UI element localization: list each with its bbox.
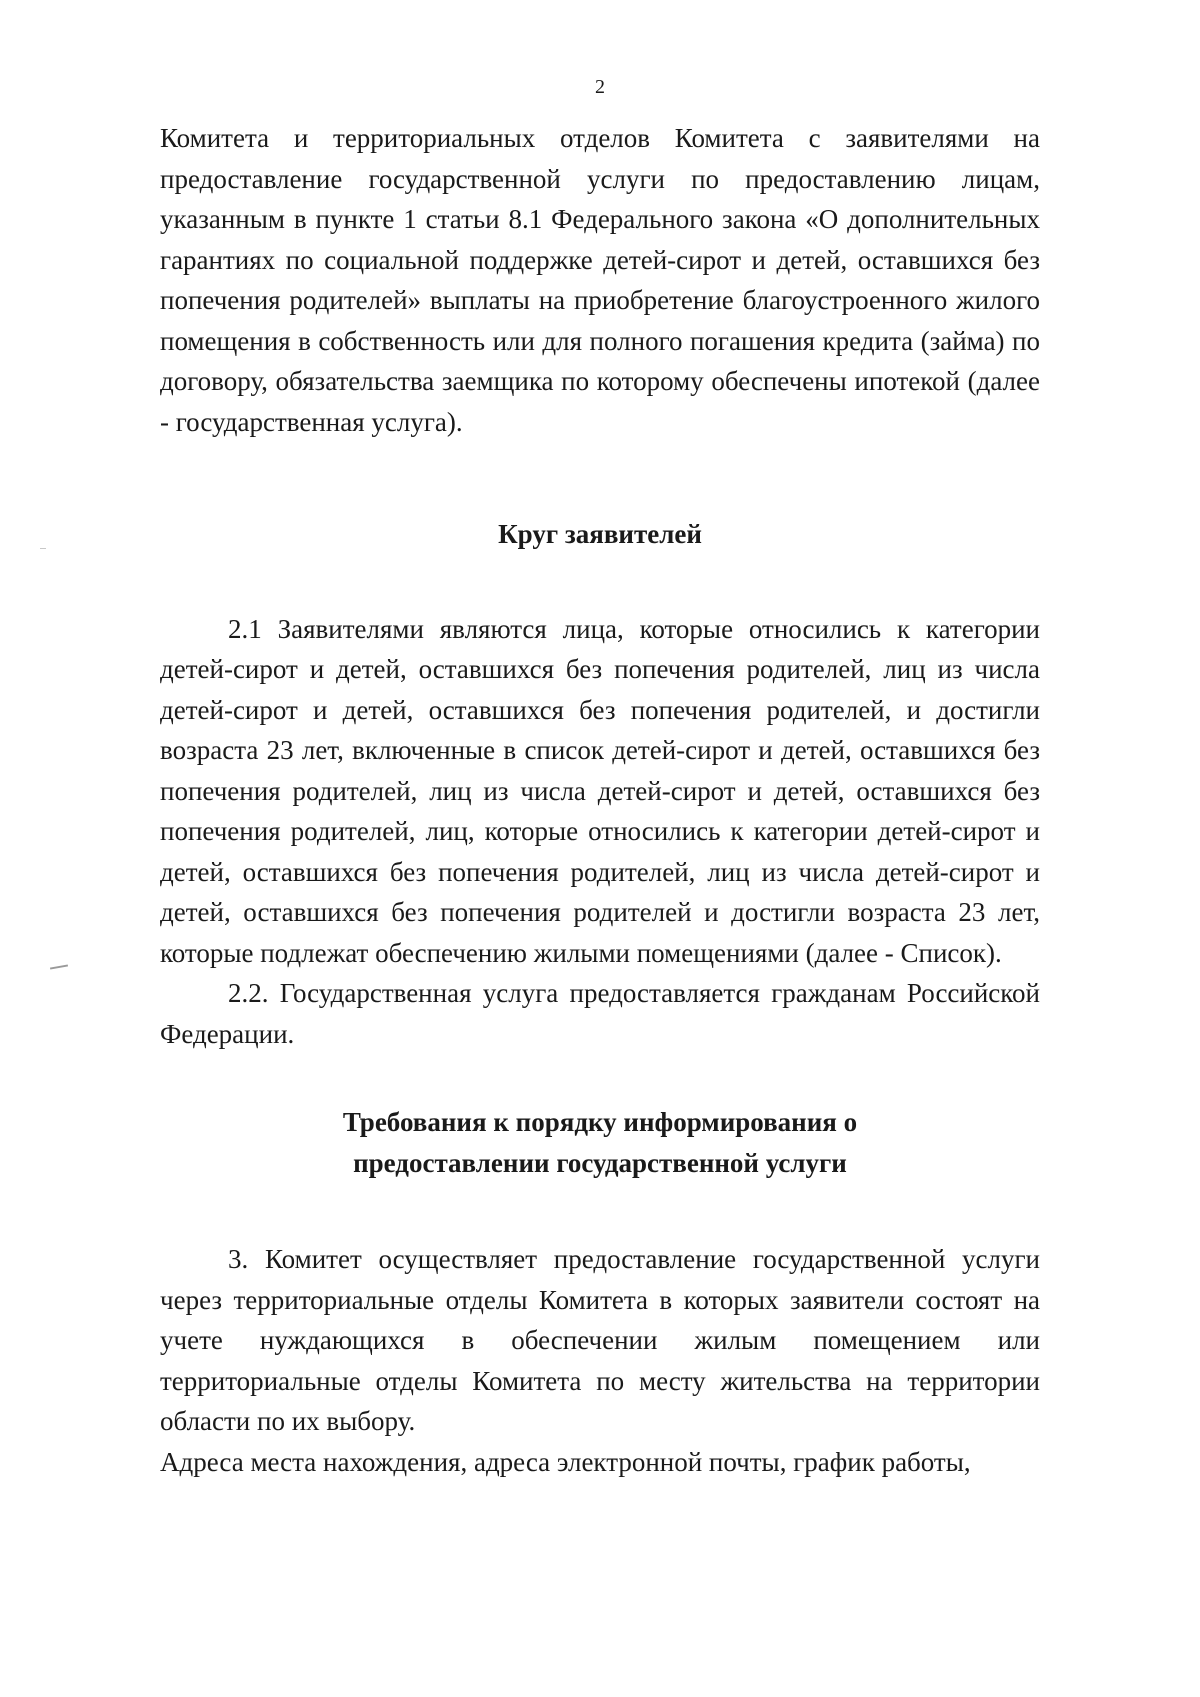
document-body xyxy=(160,118,1040,1482)
paragraph-2-1: 2.1 Заявителями являются лица, которые относились к категории детей-сирот и детей, оставшихся без попечения родителей, лиц из числа детей-сирот и детей, оставшихся без попечения родителей, и достигли возраста 23 лет, включенные в список детей-сирот и детей, оставшихся без попечения родителей, лиц из числа детей-сирот и детей, оставшихся без попечения родителей, лиц, которые относились к категории детей-сирот и детей, оставшихся без попечения родителей, лиц из числа детей-сирот и детей, оставшихся без попечения родителей и достигли возраста 23 лет, которые подлежат обеспечению жилыми помещениями (далее - Список). xyxy=(160,613,1040,968)
scan-margin-mark xyxy=(40,548,46,549)
section-heading-info-line2: предоставлении государственной услуги xyxy=(353,1147,847,1178)
paragraph-3: 3. Комитет осуществляет предоставление государственной услуги через территориальные отделы Комитета в которых заявители состоят на учете нуждающихся в обеспечении жилым помещением или территориальные отделы Комитета по месту жительства на территории области по их выбору. xyxy=(160,1244,1040,1436)
section-heading-applicants: Круг заявителей xyxy=(498,519,702,549)
intro-paragraph: Комитета и территориальных отделов Комитета с заявителями на предоставление государственной услуги по предоставлению лицам, указанным в пункте 1 статьи 8.1 Федерального закона «О дополнительных гарантиях по социальной поддержке детей-сирот и детей, оставшихся без попечения родителей» выплаты на приобретение благоустроенного жилого помещения в собственность или для полного погашения кредита (займа) по договору, обязательства заемщика по которому обеспечены ипотекой (далее - государственная услуга). xyxy=(160,123,1040,437)
page-number: 2 xyxy=(595,76,605,98)
paragraph-2-2: 2.2. Государственная услуга предоставляется гражданам Российской Федерации. xyxy=(160,978,1040,1049)
section-heading-info-line1: Требования к порядку информирования о xyxy=(342,1107,858,1137)
scan-margin-mark xyxy=(50,964,68,969)
paragraph-addresses: Адреса места нахождения, адреса электронной почты, график работы, xyxy=(160,1446,971,1477)
